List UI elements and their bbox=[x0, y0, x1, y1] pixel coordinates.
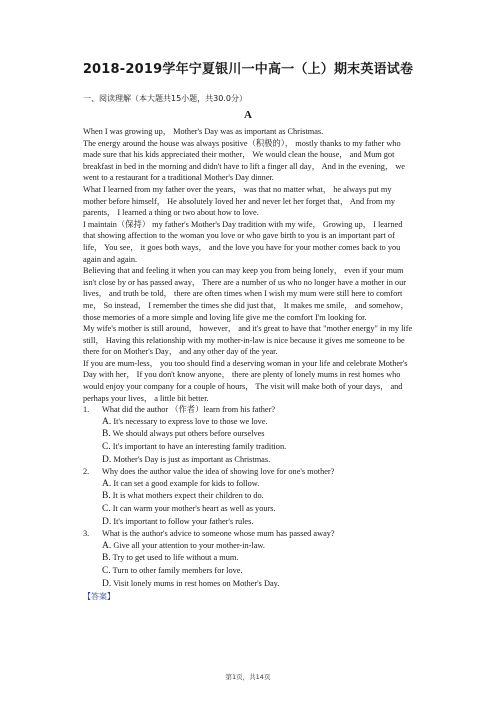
question-2 bbox=[83, 466, 415, 528]
option-letter: C. bbox=[102, 565, 111, 576]
option-c[interactable] bbox=[83, 441, 415, 454]
option-text: It's important to have an interesting family tradition. bbox=[112, 442, 287, 452]
answer-label: 【答案】 bbox=[83, 592, 115, 602]
option-a[interactable] bbox=[83, 478, 415, 491]
option-b[interactable] bbox=[83, 552, 415, 565]
question-stem bbox=[83, 466, 415, 478]
option-text: It's important to follow your father's rules. bbox=[113, 516, 254, 526]
section-heading: 一、阅读理解（本大题共15小题，共30.0分） bbox=[83, 94, 247, 103]
paragraph: Believing that and feeling it when you can may keep you from being lonely， even if your mum isn't close by or has passed away， There are a number of us who no longer have a mother in our lives， and truth be told， there are often times when I wish my mum were still here to comfort me， So instead， I remember the times she did just that， It makes me smile， and somehow， those memories of a more simple and loving life give me the comfort I'm looking for. bbox=[83, 266, 409, 322]
paragraph: When I was growing up， Mother's Day was as important as Christmas. bbox=[83, 127, 324, 136]
question-text: Why does the author value the idea of showing love for one's mother? bbox=[102, 467, 335, 477]
option-a[interactable] bbox=[83, 540, 415, 553]
option-text: Turn to other family members for love. bbox=[112, 565, 243, 575]
question-stem bbox=[83, 404, 415, 416]
option-b[interactable] bbox=[83, 490, 415, 503]
question-number: 3. bbox=[83, 529, 90, 539]
option-text: We should always put others before ourselves bbox=[112, 429, 265, 439]
option-letter: A. bbox=[102, 416, 112, 427]
option-a[interactable] bbox=[83, 416, 415, 429]
option-letter: B. bbox=[102, 491, 111, 502]
option-text: It is what mothers expect their children to do. bbox=[112, 491, 264, 501]
passage-letter: A bbox=[244, 109, 252, 121]
question-number: 1. bbox=[83, 405, 90, 415]
paragraph: The energy around the house was always positive（积极的）， mostly thanks to my father who made sure that his kids appreciated their mother， We would clean the house， and Mum got breakfast in bed in the morning and didn't have to lift a finger all day， And in the evening， we went to a restaurant for a traditional Mother's Day dinner. bbox=[83, 138, 405, 183]
question-stem bbox=[83, 528, 415, 540]
option-letter: A. bbox=[102, 540, 112, 551]
option-text: Mother's Day is just as important as Christmas. bbox=[113, 454, 271, 464]
question-text: What did the author （作者）learn from his father? bbox=[102, 405, 276, 415]
option-letter: B. bbox=[102, 553, 111, 564]
question-1 bbox=[83, 404, 415, 466]
option-b[interactable] bbox=[83, 428, 415, 441]
option-letter: A. bbox=[102, 478, 112, 489]
paragraph: What I learned from my father over the years， was that no matter what， he always put my mother before himself， He absolutely loved her and never let her forget that， And from my parents， I learned a thing or two about how to love. bbox=[83, 184, 396, 218]
option-text: Visit lonely mums in rest homes on Mother's Day. bbox=[113, 578, 280, 588]
option-letter: D. bbox=[102, 454, 112, 465]
paragraph: If you are mum-less， you too should find a deserving woman in your life and celebrate Mother's Day with her， If you don't know anyone， there are plenty of lonely mums in rest homes who would enjoy your company for a couple of hours， The visit will make both of your days， and perhaps your lives， a little bit better. bbox=[83, 358, 408, 403]
option-letter: B. bbox=[102, 429, 111, 440]
option-c[interactable] bbox=[83, 565, 415, 578]
question-number: 2. bbox=[83, 467, 90, 477]
paragraph: I maintain（保持） my father's Mother's Day tradition with my wife， Growing up， I learned that showing affection to the woman you love or who gave birth to you is an important part of life， You see， it goes both ways， and the love you have for your mother comes back to you again and again. bbox=[83, 219, 403, 264]
page-footer: 第1页，共14页 bbox=[225, 673, 271, 681]
option-d[interactable] bbox=[83, 516, 415, 529]
option-d[interactable] bbox=[83, 454, 415, 467]
option-c[interactable] bbox=[83, 503, 415, 516]
option-letter: C. bbox=[102, 442, 111, 453]
option-letter: C. bbox=[102, 504, 111, 514]
option-text: It can warm your mother's heart as well as yours. bbox=[112, 504, 276, 513]
option-text: It can set a good example for kids to follow. bbox=[113, 478, 260, 488]
question-3 bbox=[83, 528, 415, 590]
exam-title: 2018-2019学年宁夏银川一中高一（上）期末英语试卷 bbox=[82, 62, 414, 77]
passage-body bbox=[83, 126, 415, 603]
option-text: Give all your attention to your mother-in-law. bbox=[113, 540, 265, 550]
question-text: What is the author's advice to someone whose mum has passed away? bbox=[102, 529, 335, 539]
option-d[interactable] bbox=[83, 578, 415, 591]
option-text: Try to get used to life without a mum. bbox=[112, 553, 239, 563]
paragraph: My wife's mother is still around， however， and it's great to have that "mother energy" in my life still， Having this relationship with my mother-in-law is nice because it gives me someone to be there for on Mother's Day， and any other day of the year. bbox=[83, 324, 413, 357]
option-letter: D. bbox=[102, 516, 112, 527]
option-text: It's necessary to express love to those we love. bbox=[113, 416, 268, 426]
option-letter: D. bbox=[102, 578, 112, 589]
